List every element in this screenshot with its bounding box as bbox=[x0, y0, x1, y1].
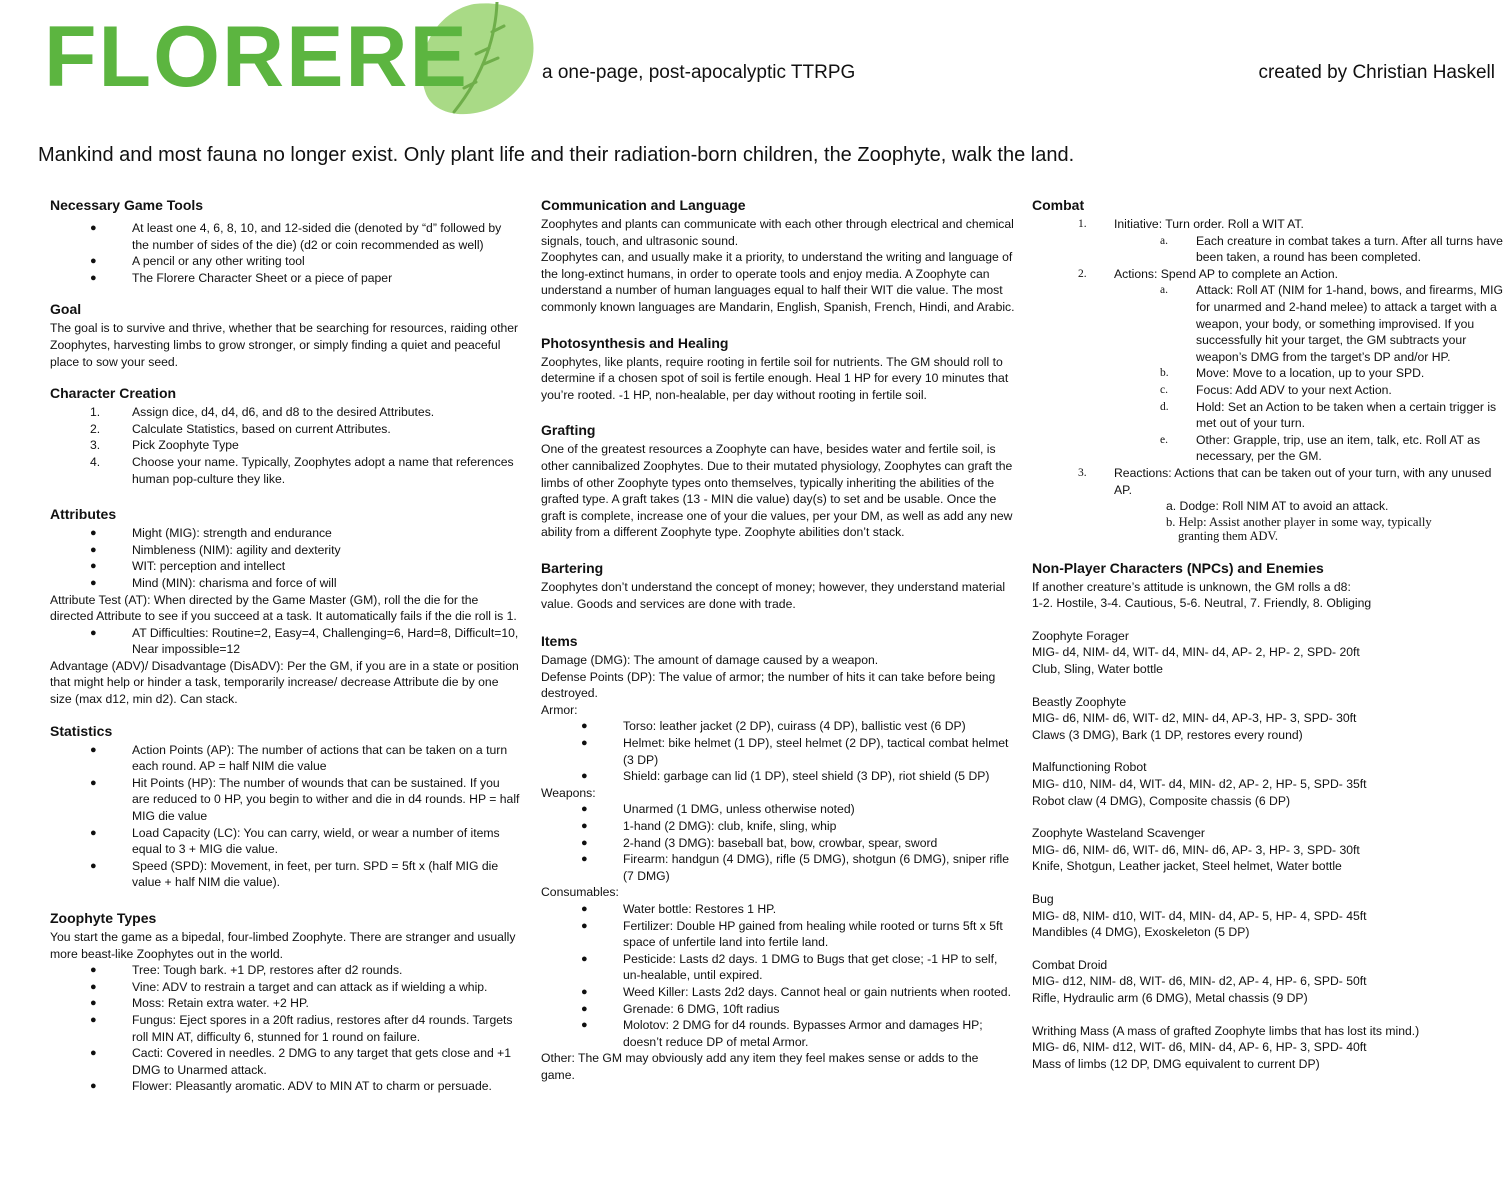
npc-stats: MIG- d12, NIM- d8, WIT- d6, MIN- d2, AP- 4, HP- 6, SPD- 50ft bbox=[1032, 974, 1367, 989]
list-item: ● Load Capacity (LC): You can carry, wield, or wear a number of items equal to 3 + MIG die value. bbox=[132, 825, 520, 858]
npc-entry bbox=[1032, 1023, 1504, 1073]
list-item: 2. Calculate Statistics, based on current Attributes. bbox=[90, 421, 391, 436]
npc-gear: Mandibles (4 DMG), Exoskeleton (5 DP) bbox=[1032, 925, 1250, 940]
npc-name: Zoophyte Wasteland Scavenger bbox=[1032, 826, 1205, 841]
npc-gear: Robot claw (4 DMG), Composite chassis (6 DP) bbox=[1032, 793, 1291, 808]
npc-name: Malfunctioning Robot bbox=[1032, 760, 1147, 775]
list-item: d. Hold: Set an Action to be taken when a certain trigger is met out of your turn. bbox=[1160, 399, 1497, 431]
list-item: ● AT Difficulties: Routine=2, Easy=4, Challenging=6, Hard=8, Difficult=10, Near impossible=12 bbox=[132, 625, 520, 658]
npc-stats: MIG- d6, NIM- d6, WIT- d6, MIN- d6, AP- 3, HP- 3, SPD- 30ft bbox=[1032, 842, 1360, 857]
list-item: ● 2-hand (3 DMG): baseball bat, bow, crowbar, spear, sword bbox=[623, 835, 1015, 852]
npc-entry bbox=[1032, 628, 1504, 678]
npc-entry bbox=[1032, 957, 1504, 1007]
list-item: ● Shield: garbage can lid (1 DP), steel shield (3 DP), riot shield (5 DP) bbox=[623, 768, 1015, 785]
npc-stats: MIG- d10, NIM- d4, WIT- d4, MIN- d2, AP- 2, HP- 5, SPD- 35ft bbox=[1032, 777, 1367, 792]
npc-stats: MIG- d4, NIM- d4, WIT- d4, MIN- d4, AP- 2, HP- 2, SPD- 20ft bbox=[1032, 645, 1360, 660]
section-title: Necessary Game Tools bbox=[50, 197, 204, 213]
section-text: You start the game as a bipedal, four-limbed Zoophyte. There are stranger and usually more beast-like Zoophytes out in the world. bbox=[50, 930, 516, 961]
list-item: ● 1-hand (2 DMG): club, knife, sling, whip bbox=[623, 818, 1015, 835]
list-item: ● Unarmed (1 DMG, unless otherwise noted) bbox=[623, 801, 1015, 818]
column-right bbox=[1032, 196, 1504, 1086]
section-text: Zoophytes, like plants, require rooting in fertile soil for nutrients. The GM should roll to determine if a chosen spot of soil is fertile enough. Heal 1 HP for every 10 minutes that you’re rooted. -1 HP, non-healable, per day without rooting in fertile soil. bbox=[541, 354, 1009, 402]
section-text: One of the greatest resources a Zoophyte can have, besides water and fertile soil, is other cannibalized Zoophytes. Due to their mutated physiology, Zoophytes can graft the limbs of other Zoophyte types onto themselves, typically inheriting the abilities of the grafted type. A graft takes (13 - MIN die value) day(s) to set and be usable. Once the graft is complete, increase one of your die values, per your DM, as well as add any new ability from a different Zoophyte type. Zoophyte abilities don’t stack. bbox=[541, 442, 1013, 540]
section-title: Non-Player Characters (NPCs) and Enemies bbox=[1032, 559, 1324, 576]
section-photosynthesis bbox=[541, 334, 1015, 404]
weapons-label: Weapons: bbox=[541, 785, 596, 800]
list-item: ● Speed (SPD): Movement, in feet, per turn. SPD = 5ft x (half MIG die value + half NIM die value). bbox=[132, 858, 520, 891]
npc-name: Beastly Zoophyte bbox=[1032, 694, 1127, 709]
npc-stats: MIG- d8, NIM- d10, WIT- d4, MIN- d4, AP- 5, HP- 4, SPD- 45ft bbox=[1032, 908, 1367, 923]
attribute-test-text: Attribute Test (AT): When directed by the Game Master (GM), roll the die for the directed Attribute to see if you succeed at a task. It automatically fails if the die roll is 1. bbox=[50, 592, 517, 624]
npc-entry bbox=[1032, 825, 1504, 875]
intro-text: Mankind and most fauna no longer exist. Only plant life and their radiation-born children, the Zoophyte, walk the land. bbox=[38, 144, 1075, 166]
list-item: ● At least one 4, 6, 8, 10, and 12-sided die (denoted by “d” followed by the number of sides of the die) (d2 or coin recommended as well) bbox=[132, 220, 520, 253]
section-grafting bbox=[541, 421, 1015, 541]
list-item: ● Fungus: Eject spores in a 20ft radius, restores after d4 rounds. Targets roll MIN AT, difficulty 6, stunned for 1 round on failure. bbox=[132, 1012, 520, 1045]
list-item: ● A pencil or any other writing tool bbox=[132, 253, 520, 270]
section-title: Attributes bbox=[50, 506, 117, 523]
defense-text: Defense Points (DP): The value of armor; the number of hits it can take before being destroyed. bbox=[541, 669, 996, 701]
column-middle bbox=[541, 196, 1015, 1098]
list-item: b. Move: Move to a location, up to your SPD. bbox=[1160, 366, 1425, 381]
npc-entry bbox=[1032, 694, 1504, 744]
section-title: Statistics bbox=[50, 722, 113, 739]
npc-entry bbox=[1032, 891, 1504, 941]
section-title: Communication and Language bbox=[541, 197, 746, 213]
list-item: a. Attack: Roll AT (NIM for 1-hand, bows, and firearms, MIG for unarmed and 2-hand melee) to attack a target with a weapon, your body, or something improvised. If you successfully hit your target, the GM subtracts your weapon’s DMG from the target’s DP and/or HP. bbox=[1160, 283, 1504, 364]
npc-stats: MIG- d6, NIM- d6, WIT- d2, MIN- d4, AP-3, HP- 3, SPD- 30ft bbox=[1032, 711, 1357, 726]
npc-entry bbox=[1032, 759, 1504, 809]
list-item: ● Torso: leather jacket (2 DP), cuirass (4 DP), ballistic vest (6 DP) bbox=[623, 718, 1015, 735]
list-item: ● WIT: perception and intellect bbox=[132, 558, 520, 575]
npc-gear: Club, Sling, Water bottle bbox=[1032, 662, 1163, 677]
section-goal bbox=[50, 300, 520, 370]
florere-logo bbox=[44, 2, 494, 120]
section-items bbox=[541, 632, 1015, 1083]
section-title: Character Creation bbox=[50, 385, 177, 402]
section-text: The goal is to survive and thrive, whether that be searching for resources, raiding other Zoophytes, harvesting limbs to grow stronger, or simply finding a quiet and peaceful place to sow your seed. bbox=[50, 321, 519, 369]
list-item: ● Pesticide: Lasts d2 days. 1 DMG to Bugs that get close; -1 HP to self, un-healable, until expired. bbox=[623, 951, 1015, 984]
section-title: Items bbox=[541, 633, 578, 650]
list-item: b. Help: Assist another player in some way, typically bbox=[1166, 514, 1432, 529]
list-item: ● Fertilizer: Double HP gained from healing while rooted or turns 5ft x 5ft space of unfertile land into fertile land. bbox=[623, 918, 1015, 951]
section-text: Zoophytes don’t understand the concept of money; however, they understand material value. Goods and services are done with trade. bbox=[541, 579, 1006, 611]
section-title: Photosynthesis and Healing bbox=[541, 334, 729, 351]
list-item: 4. Choose your name. Typically, Zoophytes adopt a name that references human pop-culture they like. bbox=[90, 454, 514, 486]
section-npcs bbox=[1032, 559, 1504, 1073]
armor-label: Armor: bbox=[541, 702, 578, 717]
section-zoophyte-types bbox=[50, 909, 520, 1095]
npc-gear: Knife, Shotgun, Leather jacket, Steel helmet, Water bottle bbox=[1032, 859, 1342, 874]
header bbox=[0, 0, 1509, 130]
section-title: Goal bbox=[50, 301, 82, 318]
npc-name: Zoophyte Forager bbox=[1032, 628, 1129, 643]
author-credit: created by Christian Haskell bbox=[1258, 62, 1495, 83]
list-item: ● Helmet: bike helmet (1 DP), steel helmet (2 DP), tactical combat helmet (3 DP) bbox=[623, 735, 1015, 768]
list-item: ● Hit Points (HP): The number of wounds that can be sustained. If you are reduced to 0 HP, you begin to wither and die in d4 rounds. HP = half MIG die value bbox=[132, 775, 520, 825]
list-item: ● Nimbleness (NIM): agility and dexterity bbox=[132, 542, 520, 559]
npc-gear: Rifle, Hydraulic arm (6 DMG), Metal chassis (9 DP) bbox=[1032, 990, 1308, 1005]
list-item: 3. Reactions: Actions that can be taken out of your turn, with any unused AP. bbox=[1078, 465, 1492, 497]
list-item: ● Flower: Pleasantly aromatic. ADV to MIN AT to charm or persuade. bbox=[132, 1078, 520, 1095]
list-item: a. Dodge: Roll NIM AT to avoid an attack. bbox=[1166, 499, 1389, 514]
section-text: If another creature’s attitude is unknown, the GM rolls a d8: bbox=[1032, 579, 1351, 594]
section-title: Combat bbox=[1032, 197, 1085, 213]
section-character-creation bbox=[50, 384, 520, 487]
section-text: Zoophytes and plants can communicate with each other through electrical and chemical signals, touch, and ultrasonic sound. Zoophytes can, and usually make it a priority, to understand the writing and language of the long-extinct humans, in order to operate tools and enjoy media. A Zoophyte can understand a number of human languages equal to half their WIT die value. The most commonly known languages are Mandarin, English, Spanish, French, Hindi, and Arabic. bbox=[541, 217, 1015, 314]
consumables-label: Consumables: bbox=[541, 885, 619, 900]
list-item: ● Moss: Retain extra water. +2 HP. bbox=[132, 995, 520, 1012]
subtitle: a one-page, post-apocalyptic TTRPG bbox=[542, 62, 856, 83]
list-item: 3. Pick Zoophyte Type bbox=[90, 438, 239, 453]
list-item: a. Each creature in combat takes a turn. After all turns have been taken, a round has been completed. bbox=[1160, 233, 1503, 265]
list-item: ● Vine: ADV to restrain a target and can attack as if wielding a whip. bbox=[132, 979, 520, 996]
npc-gear: Claws (3 DMG), Bark (1 DP, restores every round) bbox=[1032, 727, 1303, 742]
npc-name: Bug bbox=[1032, 892, 1054, 906]
list-item: ● Grenade: 6 DMG, 10ft radius bbox=[623, 1001, 1015, 1018]
section-title: Grafting bbox=[541, 422, 596, 439]
section-game-tools bbox=[50, 196, 520, 286]
list-item: 1. Initiative: Turn order. Roll a WIT AT. a. Each creature in combat takes a turn. After all turns have been taken, a round has been completed. bbox=[1078, 217, 1503, 265]
list-item: ● Molotov: 2 DMG for d4 rounds. Bypasses Armor and damages HP; doesn’t reduce DP of metal Armor. bbox=[623, 1017, 1015, 1050]
list-item: ● The Florere Character Sheet or a piece of paper bbox=[132, 270, 520, 287]
npc-name: Writhing Mass (A mass of grafted Zoophyte limbs that has lost its mind.) bbox=[1032, 1023, 1420, 1038]
npc-stats: MIG- d6, NIM- d12, WIT- d6, MIN- d4, AP- 6, HP- 3, SPD- 40ft bbox=[1032, 1040, 1367, 1055]
attitude-table: 1-2. Hostile, 3-4. Cautious, 5-6. Neutral, 7. Friendly, 8. Obliging bbox=[1032, 596, 1372, 611]
list-item: ● Firearm: handgun (4 DMG), rifle (5 DMG), shotgun (6 DMG), sniper rifle (7 DMG) bbox=[623, 851, 1015, 884]
list-item: granting them ADV. bbox=[1178, 528, 1278, 543]
npc-name: Combat Droid bbox=[1032, 957, 1108, 972]
list-item: 1. Assign dice, d4, d4, d6, and d8 to the desired Attributes. bbox=[90, 405, 435, 420]
list-item: ● Water bottle: Restores 1 HP. bbox=[623, 901, 1015, 918]
section-statistics bbox=[50, 722, 520, 891]
column-left bbox=[50, 196, 520, 1109]
list-item: c. Focus: Add ADV to your next Action. bbox=[1160, 382, 1392, 397]
section-title: Bartering bbox=[541, 559, 604, 576]
list-item: e. Other: Grapple, trip, use an item, talk, etc. Roll AT as necessary, per the GM. bbox=[1160, 432, 1481, 464]
list-item: ● Tree: Tough bark. +1 DP, restores after d2 rounds. bbox=[132, 962, 520, 979]
list-item: ● Weed Killer: Lasts 2d2 days. Cannot heal or gain nutrients when rooted. bbox=[623, 984, 1015, 1001]
other-items-text: Other: The GM may obviously add any item they feel makes sense or adds to the game. bbox=[541, 1051, 979, 1082]
section-bartering bbox=[541, 559, 1015, 612]
logo-wordmark: FLORERE bbox=[44, 9, 469, 105]
section-attributes bbox=[50, 505, 520, 708]
npc-gear: Mass of limbs (12 DP, DMG equivalent to current DP) bbox=[1032, 1056, 1320, 1071]
section-title: Zoophyte Types bbox=[50, 910, 157, 926]
list-item: ● Mind (MIN): charisma and force of will bbox=[132, 575, 520, 592]
list-item: ● Action Points (AP): The number of actions that can be taken on a turn each round. AP = half NIM die value bbox=[132, 742, 520, 775]
section-combat bbox=[1032, 196, 1504, 543]
list-item: ● Cacti: Covered in needles. 2 DMG to any target that gets close and +1 DMG to Unarmed attack. bbox=[132, 1045, 520, 1078]
damage-text: Damage (DMG): The amount of damage caused by a weapon. bbox=[541, 653, 879, 668]
list-item: ● Might (MIG): strength and endurance bbox=[132, 525, 520, 542]
list-item: 2. Actions: Spend AP to complete an Action. a. Attack: Roll AT (NIM for 1-hand, bows, and firearms, MIG for unarmed and 2-hand melee) to attack a target with a weapon, your body, or something improvised. If you successfully hit your target, the GM subtracts your weapon’s DMG from the target’s DP and/or HP. b. Move: Move to a location, up to your SPD. c. Focus: Add ADV to your next Action. d. Hold: Set an Action to be taken when a certain trigger is met out of your turn. e. Other: Grapple, trip, use an item, talk, etc. Roll AT as necessary, per the GM. bbox=[1078, 266, 1504, 464]
advantage-text: Advantage (ADV)/ Disadvantage (DisADV): Per the GM, if you are in a state or position that might help or hinder a task, temporarily increase/ decrease Attribute die by one size (max d12, min d2). Can stack. bbox=[50, 658, 519, 707]
section-communication bbox=[541, 196, 1015, 316]
reactions-list bbox=[1032, 498, 1504, 543]
